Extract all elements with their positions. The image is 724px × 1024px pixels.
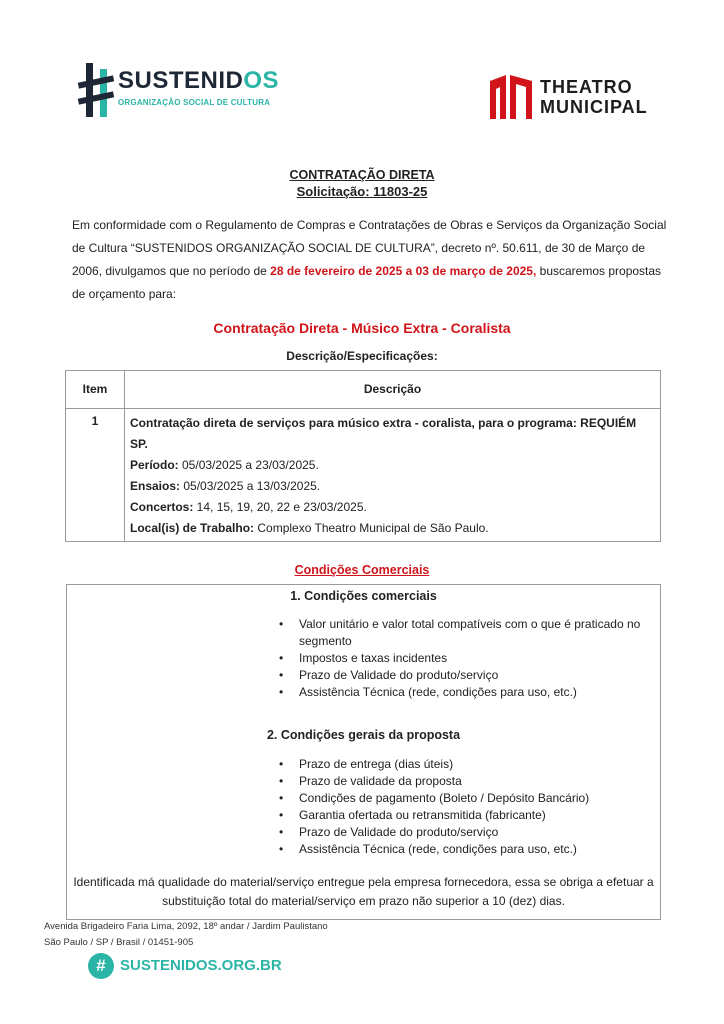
theatro-line2: MUNICIPAL [540,97,648,117]
document-title: CONTRATAÇÃO DIRETA [289,168,435,182]
section1-title: 1. Condições comerciais [290,589,437,603]
request-number: Solicitação: 11803-25 [296,184,428,199]
list-item: • Prazo de entrega (dias úteis) [279,756,659,773]
table-row-description [130,413,654,539]
intro-text-2: buscaremos propostas de orçamento para: [72,264,662,301]
section2-title: 2. Condições gerais da proposta [266,728,461,742]
description-ensaios: Ensaios: 05/03/2025 a 13/03/2025. [130,479,321,493]
table-row-item: 1 [91,414,99,428]
list-item: • Assistência Técnica (rede, condições para uso, etc.) [279,684,659,701]
theatro-arch-icon [490,75,532,119]
table-header-item: Item [82,382,108,396]
description-local: Local(is) de Trabalho: Complexo Theatro Municipal de São Paulo. [130,521,489,535]
intro-text-1: Em conformidade com o Regulamento de Compras e Contratações de Obras e Serviços da Organização Social de Cultura “SUSTENIDOS ORGANIZAÇÃO SOCIAL DE CULTURA”, decreto nº. 50.611, de 30 de Março de 2006, divulgamos que no período de [72,218,667,278]
table-divider-vertical [124,371,125,541]
commercial-conditions-box [66,584,661,920]
footer-address [44,919,328,951]
section1-list [279,616,659,701]
list-item: • Valor unitário e valor total compatíveis com o que é praticado no segmento [279,616,659,650]
sustenidos-logo [78,63,280,117]
list-item: • Prazo de Validade do produto/serviço [279,667,659,684]
commercial-conditions-title: Condições Comerciais [294,563,430,577]
section-title: Contratação Direta - Músico Extra - Coralista [213,320,511,336]
list-item: • Prazo de Validade do produto/serviço [279,824,659,841]
quality-note: Identificada má qualidade do material/serviço entregue pela empresa fornecedora, essa se obriga a efetuar a substituição total do material/serviço em prazo não superior a 10 (dez) dias. [73,875,654,908]
list-item: • Garantia ofertada ou retransmitida (fabricante) [279,807,659,824]
address-line-2: São Paulo / SP / Brasil / 01451-905 [44,937,194,948]
spec-table [65,370,661,542]
table-divider-horizontal [66,408,660,409]
list-item: • Prazo de validade da proposta [279,773,659,790]
hash-circle-icon: # [88,953,114,979]
description-headline: Contratação direta de serviços para músico extra - coralista, para o programa: REQUIÉM SP. [130,416,637,451]
description-periodo: Período: 05/03/2025 a 23/03/2025. [130,458,319,472]
table-header-description: Descrição [363,382,422,396]
website-link[interactable]: SUSTENIDOS.ORG.BR [120,957,282,974]
hash-logo-icon [78,63,114,117]
list-item: • Condições de pagamento (Boleto / Depósito Bancário) [279,790,659,807]
intro-paragraph [72,214,672,306]
theatro-line1: THEATRO [540,77,633,97]
list-item: • Impostos e taxas incidentes [279,650,659,667]
theatro-municipal-name [540,77,648,117]
description-concertos: Concertos: 14, 15, 19, 20, 22 e 23/03/2025. [130,500,367,514]
section2-list [279,756,659,858]
theatro-municipal-logo [490,75,660,119]
intro-period-highlight: 28 de fevereiro de 2025 a 03 de março de 2025, [270,264,537,278]
spec-title: Descrição/Especificações: [286,349,438,363]
list-item: • Assistência Técnica (rede, condições para uso, etc.) [279,841,659,858]
sustenidos-brand-subtitle: ORGANIZAÇÃO SOCIAL DE CULTURA [118,98,271,107]
sustenidos-brand-name: SUSTENIDOS [118,67,280,94]
address-line-1: Avenida Brigadeiro Faria Lima, 2092, 18º andar / Jardim Paulistano [44,921,328,932]
